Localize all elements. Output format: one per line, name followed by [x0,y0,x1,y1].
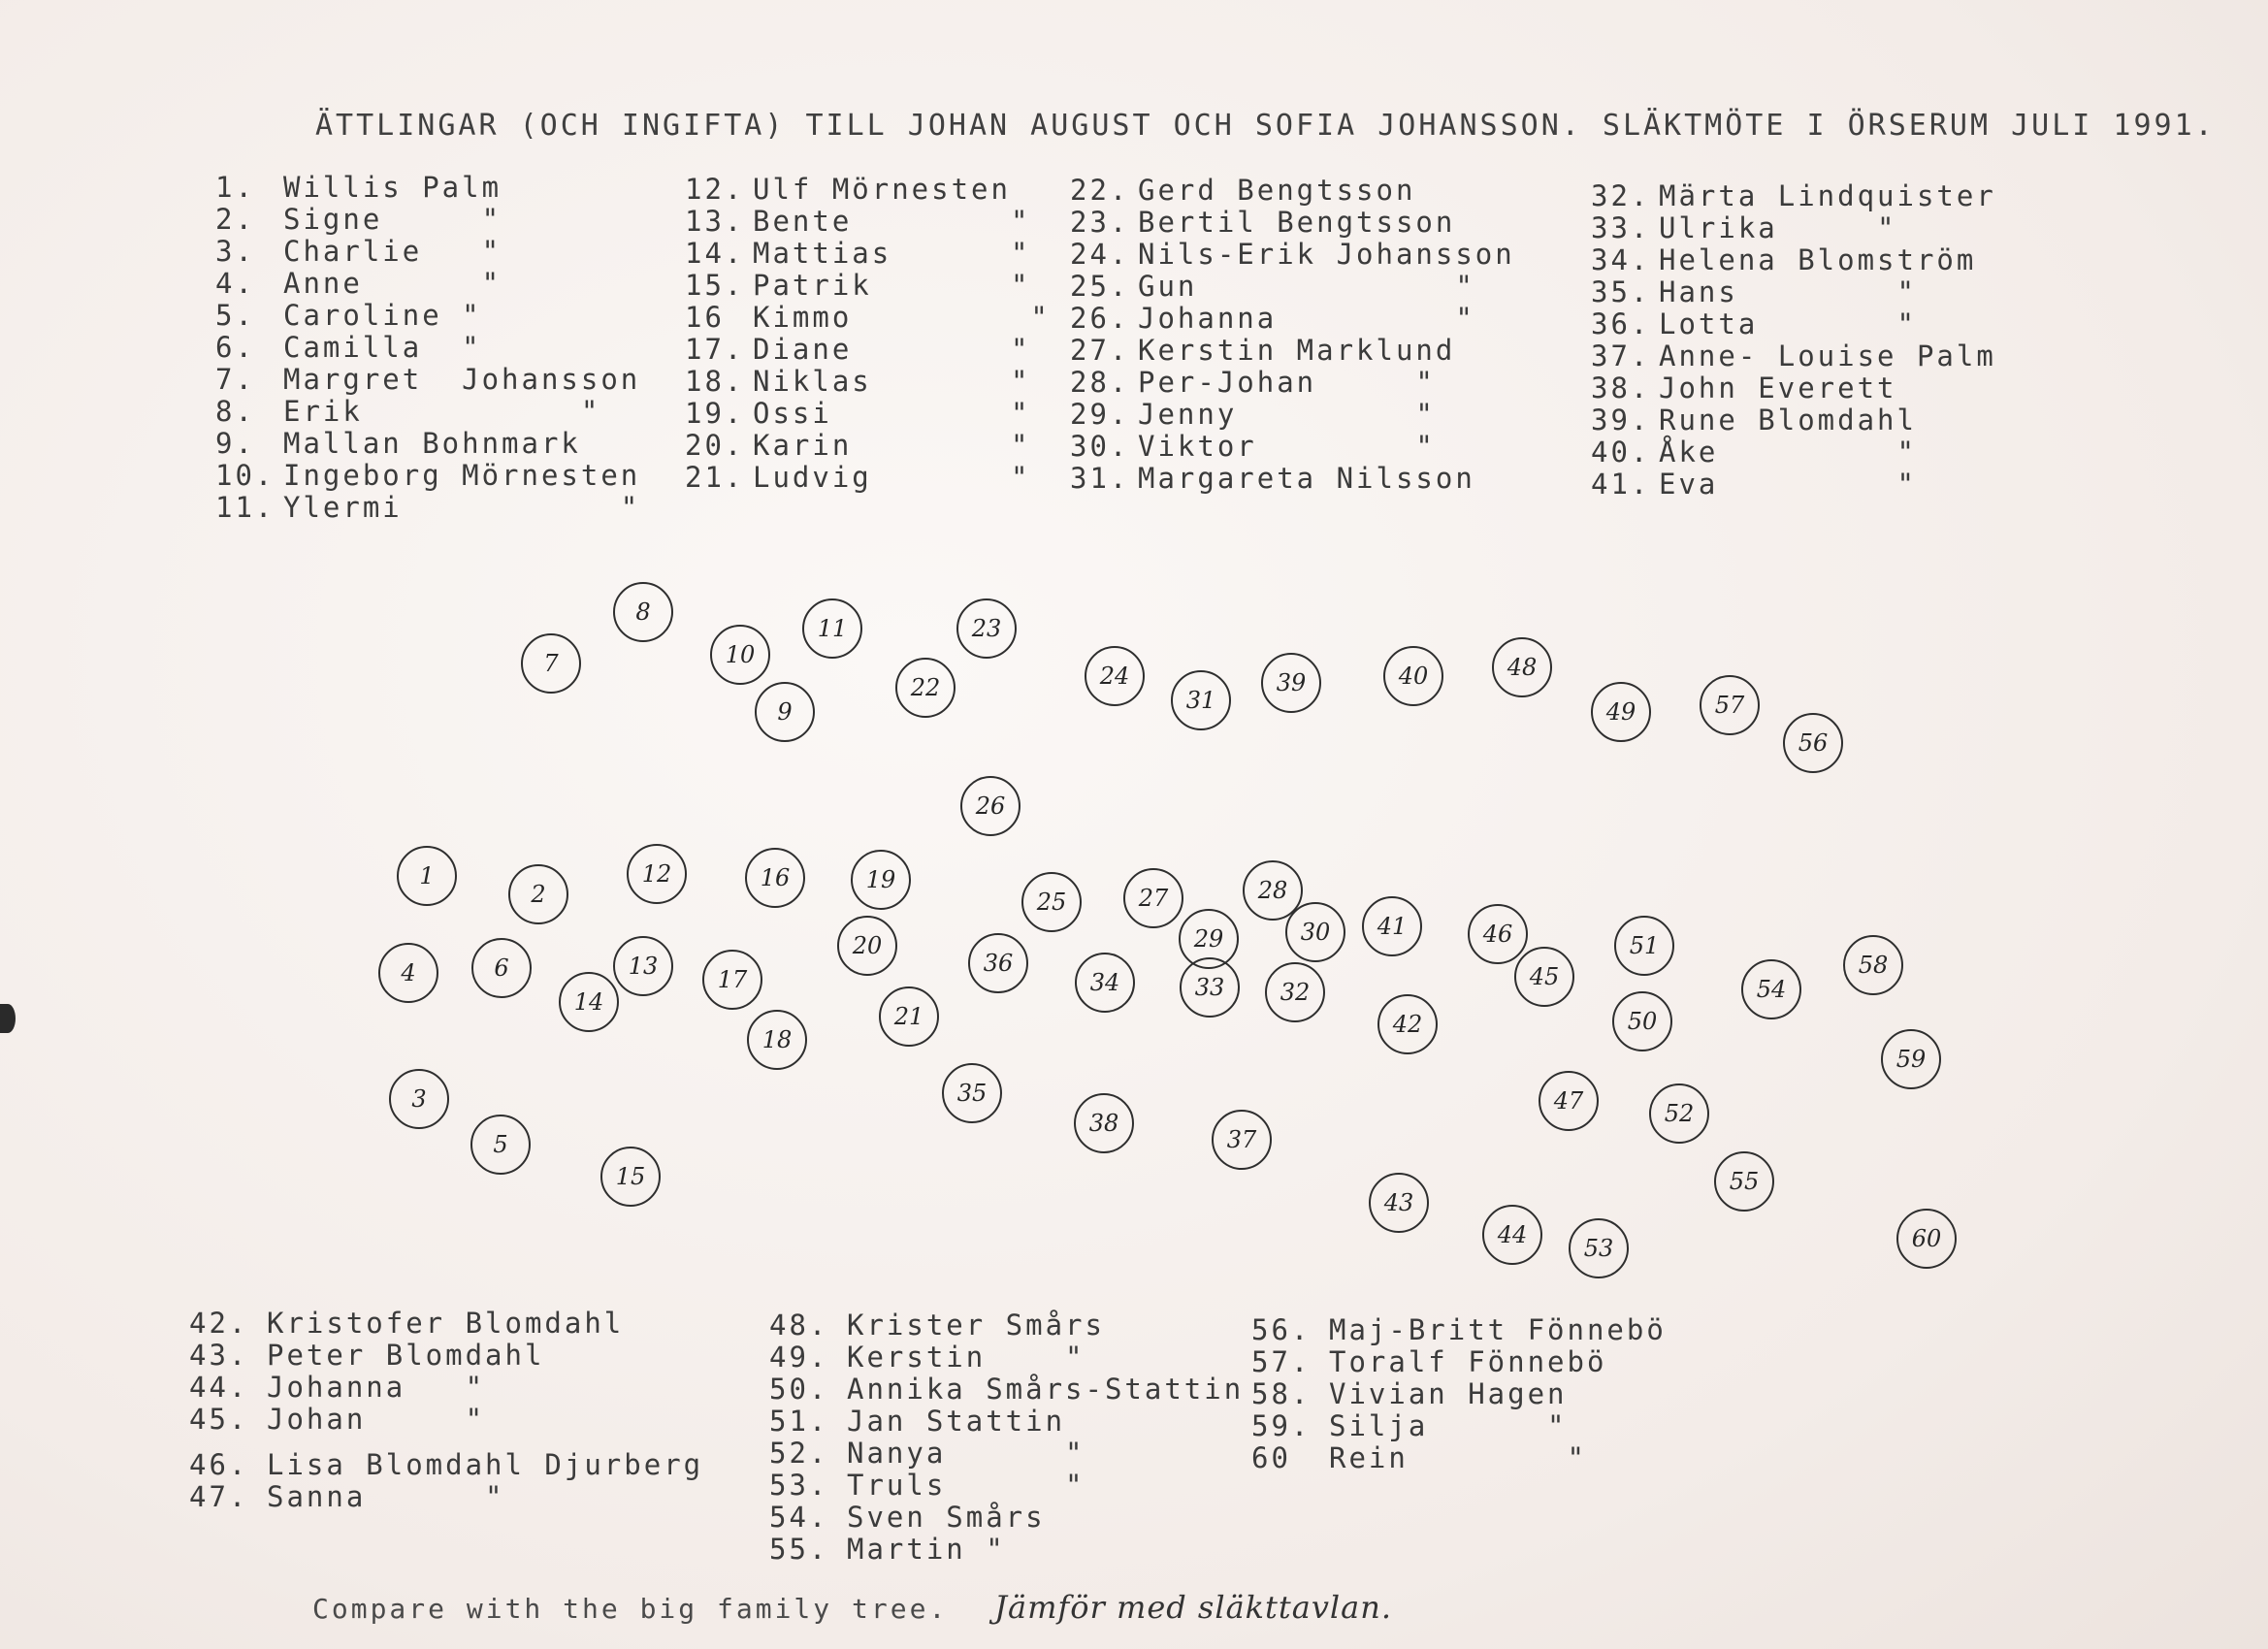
entry-name: Johanna " [267,1371,486,1404]
list-entry [215,204,640,236]
list-entry [685,334,1051,366]
entry-number: 37. [1591,340,1651,372]
seat-circle: 25 [1021,872,1082,932]
entry-name: Kerstin " [847,1341,1085,1374]
seat-circle: 28 [1243,860,1303,921]
entry-name: Kerstin Marklund [1138,334,1456,367]
seat-circle: 4 [378,943,438,1003]
entry-name: Ulrika " [1659,211,1897,244]
seat-circle: 19 [851,850,911,910]
seat-circle: 53 [1569,1218,1629,1278]
list-entry [215,236,640,268]
list-entry [1591,469,1996,501]
entry-name: Toralf Fönnebö [1329,1345,1607,1378]
entry-name: Annika Smårs-Stattin [847,1373,1245,1406]
list-entry [1251,1378,1667,1410]
list-entry [1591,436,1996,469]
list-entry [769,1502,1244,1534]
seat-circle: 12 [627,844,687,904]
entry-name: Rein " [1329,1441,1587,1474]
entry-number: 11. [215,491,275,524]
list-entry [685,430,1051,462]
entry-name: Willis Palm [283,171,502,204]
entry-number: 13. [685,205,745,238]
entry-name: Sven Smårs [847,1501,1046,1534]
list-entry [685,174,1051,206]
entry-name: Jenny " [1138,398,1436,431]
entry-number: 47. [189,1480,249,1513]
entry-number: 58. [1251,1377,1312,1410]
entry-name: Jan Stattin [847,1405,1066,1438]
list-entry [685,398,1051,430]
entry-name: Helena Blomström [1659,243,1977,276]
entry-name: Martin " [847,1533,1006,1566]
list-entry [215,364,640,396]
entry-number: 10. [215,459,275,492]
seat-circle: 57 [1700,675,1760,735]
entry-number: 23. [1070,206,1130,239]
entry-number: 2. [215,203,255,236]
list-entry [685,366,1051,398]
entry-number: 55. [769,1533,829,1566]
entry-name: Nils-Erik Johansson [1138,238,1515,271]
name-list-column-5 [189,1308,703,1513]
seat-circle: 33 [1180,957,1240,1018]
entry-number: 38. [1591,372,1651,404]
entry-number: 60 [1251,1441,1291,1474]
list-entry [189,1372,703,1404]
list-entry [215,268,640,300]
entry-number: 35. [1591,275,1651,308]
seat-circle: 24 [1085,646,1145,706]
seat-circle: 34 [1075,953,1135,1013]
list-entry [1591,180,1996,212]
entry-name: Peter Blomdahl [267,1339,545,1372]
entry-number: 57. [1251,1345,1312,1378]
entry-number: 20. [685,429,745,462]
footer-printed-text: Compare with the big family tree. [312,1593,949,1625]
punch-hole [0,1004,16,1033]
footer-handwritten-text: Jämför med släkttavlan. [994,1589,1393,1626]
entry-name: Lisa Blomdahl Djurberg [267,1448,704,1481]
entry-name: Ossi " [753,397,1031,430]
entry-name: Kimmo " [753,301,1051,334]
entry-number: 50. [769,1373,829,1406]
entry-name: Johanna " [1138,302,1475,335]
seat-circle: 46 [1468,904,1528,964]
entry-number: 7. [215,363,255,396]
entry-number: 19. [685,397,745,430]
seat-circle: 47 [1539,1071,1599,1131]
seat-circle: 54 [1741,959,1801,1019]
entry-number: 22. [1070,174,1130,207]
seat-circle: 48 [1492,637,1552,697]
list-entry [1070,399,1515,431]
seat-circle: 55 [1714,1151,1774,1212]
seat-circle: 7 [521,633,581,694]
entry-name: Niklas " [753,365,1031,398]
entry-name: Eva " [1659,468,1917,501]
entry-name: Margareta Nilsson [1138,462,1475,495]
footer-note [312,1589,1392,1626]
seat-circle: 30 [1285,902,1345,962]
list-entry [685,462,1051,494]
name-list-column-2 [685,174,1051,494]
entry-number: 6. [215,331,255,364]
list-entry [1070,271,1515,303]
entry-number: 51. [769,1405,829,1438]
list-entry [1070,335,1515,367]
entry-name: Bertil Bengtsson [1138,206,1456,239]
entry-number: 54. [769,1501,829,1534]
list-entry [1591,372,1996,404]
list-entry [215,172,640,204]
seat-circle: 39 [1261,653,1321,713]
entry-name: Gun " [1138,270,1475,303]
entry-name: Hans " [1659,275,1917,308]
seat-circle: 10 [710,625,770,685]
entry-name: Lotta " [1659,307,1917,340]
list-entry [189,1481,703,1513]
entry-name: Vivian Hagen [1329,1377,1568,1410]
entry-number: 29. [1070,398,1130,431]
seat-circle: 42 [1377,994,1438,1054]
entry-number: 41. [1591,468,1651,501]
list-entry [1070,431,1515,463]
list-entry [1070,207,1515,239]
list-entry [1070,463,1515,495]
seat-circle: 29 [1179,909,1239,969]
entry-name: Maj-Britt Fönnebö [1329,1313,1667,1346]
entry-name: Anne " [283,267,502,300]
seat-circle: 58 [1843,935,1903,995]
name-list-column-4 [1591,180,1996,501]
seat-circle: 27 [1123,868,1183,928]
entry-number: 32. [1591,179,1651,212]
seat-circle: 3 [389,1069,449,1129]
entry-name: Sanna " [267,1480,505,1513]
entry-name: Erik " [283,395,601,428]
seat-circle: 6 [471,938,532,998]
entry-name: Signe " [283,203,502,236]
seat-circle: 41 [1362,896,1422,956]
entry-number: 44. [189,1371,249,1404]
list-entry [215,332,640,364]
entry-number: 26. [1070,302,1130,335]
list-entry [215,492,640,524]
entry-name: Ludvig " [753,461,1031,494]
seat-circle: 37 [1212,1110,1272,1170]
entry-number: 48. [769,1309,829,1342]
list-entry [685,206,1051,238]
list-entry [1251,1410,1667,1442]
entry-name: Ingeborg Mörnesten [283,459,641,492]
list-entry [1591,276,1996,308]
entry-name: Bente " [753,205,1031,238]
seat-circle: 59 [1881,1029,1941,1089]
seat-circle: 51 [1614,916,1674,976]
page-title: ÄTTLINGAR (OCH INGIFTA) TILL JOHAN AUGUST OCH SOFIA JOHANSSON. SLÄKTMÖTE I ÖRSERUM JULI 1991. [315,109,2216,143]
entry-name: Silja " [1329,1409,1568,1442]
seat-circle: 13 [613,936,673,996]
seat-circle: 16 [745,848,805,908]
entry-number: 40. [1591,436,1651,469]
list-entry [189,1404,703,1436]
seat-circle: 2 [508,864,568,924]
entry-number: 1. [215,171,255,204]
seat-circle: 44 [1482,1205,1542,1265]
seat-circle: 38 [1074,1093,1134,1153]
entry-number: 31. [1070,462,1130,495]
entry-number: 33. [1591,211,1651,244]
list-entry [769,1438,1244,1470]
entry-number: 18. [685,365,745,398]
entry-number: 14. [685,237,745,270]
seat-circle: 11 [802,598,862,659]
name-list-column-1 [215,172,640,524]
entry-name: Krister Smårs [847,1309,1105,1342]
seat-circle: 20 [837,916,897,976]
entry-name: Anne- Louise Palm [1659,340,1996,372]
entry-number: 59. [1251,1409,1312,1442]
entry-number: 52. [769,1437,829,1470]
entry-name: Mallan Bohnmark [283,427,581,460]
list-entry [769,1534,1244,1566]
list-entry [189,1449,703,1481]
seat-circle: 60 [1896,1209,1957,1269]
list-entry [215,396,640,428]
name-list-column-6 [769,1310,1244,1566]
list-entry [1591,340,1996,372]
entry-number: 39. [1591,404,1651,436]
seat-circle: 9 [755,682,815,742]
list-entry [769,1342,1244,1374]
entry-number: 5. [215,299,255,332]
seat-circle: 14 [559,972,619,1032]
seat-circle: 32 [1265,962,1325,1022]
seat-circle: 8 [613,582,673,642]
entry-name: Karin " [753,429,1031,462]
entry-number: 9. [215,427,255,460]
name-list-column-7 [1251,1314,1667,1474]
entry-name: Ulf Mörnesten [753,173,1011,206]
seat-circle: 52 [1649,1083,1709,1144]
entry-name: Caroline " [283,299,482,332]
list-entry [215,300,640,332]
entry-number: 24. [1070,238,1130,271]
list-entry [1591,404,1996,436]
list-entry [769,1310,1244,1342]
entry-number: 43. [189,1339,249,1372]
entry-name: Kristofer Blomdahl [267,1307,625,1340]
entry-name: Mattias " [753,237,1031,270]
entry-number: 53. [769,1469,829,1502]
seat-circle: 15 [600,1147,661,1207]
entry-name: Camilla " [283,331,482,364]
entry-number: 8. [215,395,255,428]
entry-name: Rune Blomdahl [1659,404,1917,436]
seat-circle: 17 [702,950,762,1010]
list-entry [1070,367,1515,399]
entry-number: 28. [1070,366,1130,399]
list-entry [1591,212,1996,244]
entry-number: 25. [1070,270,1130,303]
entry-number: 3. [215,235,255,268]
seat-circle: 56 [1783,713,1843,773]
entry-name: Märta Lindquister [1659,179,1996,212]
entry-number: 49. [769,1341,829,1374]
entry-name: Ylermi " [283,491,641,524]
entry-name: Patrik " [753,269,1031,302]
name-list-column-3 [1070,175,1515,495]
entry-name: Charlie " [283,235,502,268]
seat-circle: 5 [470,1115,531,1175]
list-entry [1591,244,1996,276]
seat-circle: 43 [1369,1173,1429,1233]
list-entry [189,1308,703,1340]
entry-number: 30. [1070,430,1130,463]
list-entry [1251,1346,1667,1378]
list-entry [1070,303,1515,335]
list-entry [189,1340,703,1372]
list-entry [1251,1314,1667,1346]
seat-circle: 23 [956,598,1017,659]
entry-number: 34. [1591,243,1651,276]
list-entry [769,1406,1244,1438]
entry-number: 42. [189,1307,249,1340]
entry-name: Viktor " [1138,430,1436,463]
seat-circle: 50 [1612,991,1672,1051]
entry-name: Åke " [1659,436,1917,469]
list-entry [1070,239,1515,271]
seat-circle: 21 [879,986,939,1047]
seat-circle: 40 [1383,646,1443,706]
list-entry [215,460,640,492]
entry-number: 36. [1591,307,1651,340]
seat-circle: 18 [747,1010,807,1070]
list-entry [769,1374,1244,1406]
seat-circle: 31 [1171,670,1231,730]
entry-number: 46. [189,1448,249,1481]
entry-number: 21. [685,461,745,494]
list-entry [685,270,1051,302]
entry-name: Johan " [267,1403,486,1436]
entry-name: John Everett [1659,372,1897,404]
list-entry [1591,308,1996,340]
entry-name: Gerd Bengtsson [1138,174,1416,207]
seat-circle: 1 [397,846,457,906]
entry-name: Per-Johan " [1138,366,1436,399]
entry-number: 17. [685,333,745,366]
entry-name: Diane " [753,333,1031,366]
list-entry [769,1470,1244,1502]
entry-number: 56. [1251,1313,1312,1346]
list-entry [685,302,1051,334]
seat-circle: 35 [942,1063,1002,1123]
list-entry [685,238,1051,270]
seat-circle: 49 [1591,682,1651,742]
entry-number: 12. [685,173,745,206]
entry-number: 16 [685,301,725,334]
seat-circle: 22 [895,658,956,718]
seat-circle: 36 [968,933,1028,993]
entry-name: Nanya " [847,1437,1085,1470]
entry-number: 27. [1070,334,1130,367]
entry-name: Margret Johansson [283,363,641,396]
entry-number: 45. [189,1403,249,1436]
entry-number: 15. [685,269,745,302]
list-entry [1070,175,1515,207]
list-entry [1251,1442,1667,1474]
entry-name: Truls " [847,1469,1085,1502]
entry-number: 4. [215,267,255,300]
seat-circle: 45 [1514,947,1574,1007]
seat-circle: 26 [960,776,1021,836]
list-entry [215,428,640,460]
